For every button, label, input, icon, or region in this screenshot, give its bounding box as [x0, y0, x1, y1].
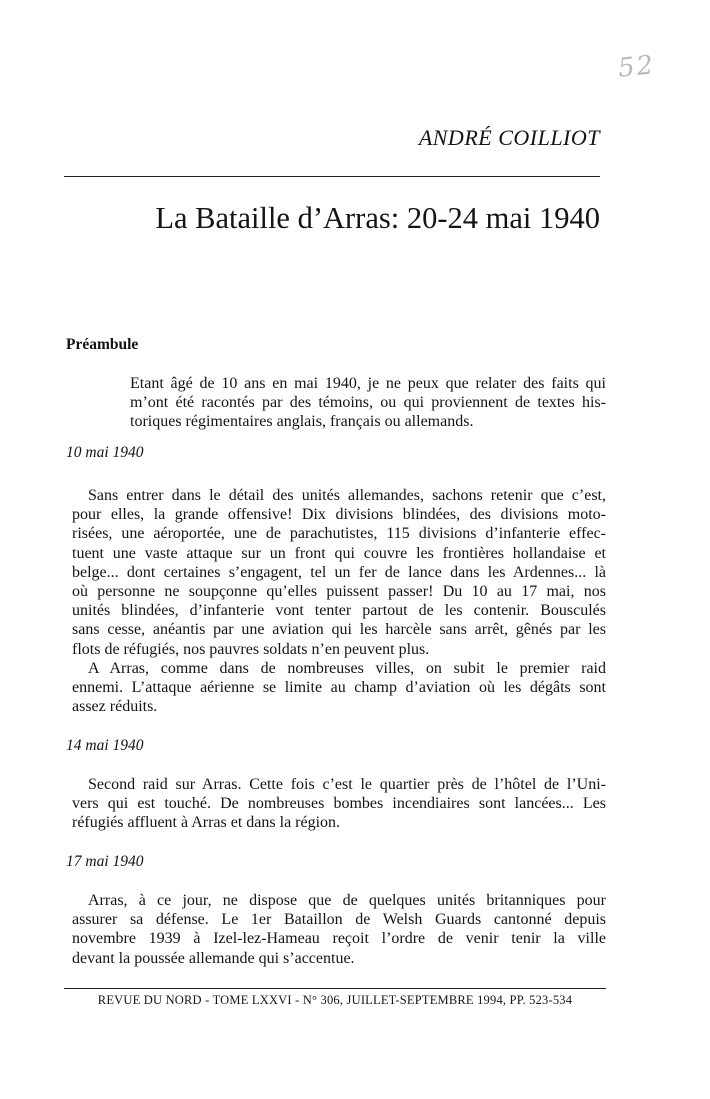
body-paragraph: [72, 659, 606, 717]
text-line: Arras, à ce jour, ne dispose que de quelques unités britanniques pour: [88, 892, 606, 909]
text-line: assez réduits.: [72, 698, 158, 716]
text-line: tuent une vaste attaque sur un front qui couvre les frontières hollandaise et: [72, 544, 606, 562]
journal-citation-footer: REVUE DU NORD - TOME LXXVI - N° 306, JUILLET-SEPTEMBRE 1994, PP. 523-534: [97, 993, 573, 1007]
preamble-paragraph: [130, 374, 606, 432]
body-paragraph: [72, 775, 606, 833]
body-paragraph: [72, 486, 606, 659]
footer-rule: [64, 988, 606, 989]
body-paragraph: [72, 891, 606, 968]
text-line: risées, une aéroportée, une de parachutistes, 115 divisions d’infanterie effec-: [72, 525, 606, 543]
text-line: sans cesse, anéantis par une aviation qui les harcèle sans arrêt, gênés par les: [72, 621, 606, 639]
section-heading-14-mai: 14 mai 1940: [66, 737, 144, 754]
text-line: m’ont été racontés par des témoins, ou qui proviennent de textes his-: [130, 394, 606, 412]
text-line: Second raid sur Arras. Cette fois c’est le quartier près de l’hôtel de l’Uni-: [88, 776, 606, 793]
author-name: ANDRÉ COILLIOT: [418, 125, 600, 150]
text-line: toriques régimentaires anglais, français ou allemands.: [130, 413, 474, 431]
section-heading-17-mai: 17 mai 1940: [66, 853, 144, 870]
text-line: flots de réfugiés, nos pauvres soldats n’en peuvent plus.: [72, 640, 430, 658]
section-heading-10-mai: 10 mai 1940: [66, 444, 144, 461]
text-line: pour elles, la grande offensive! Dix divisions blindées, des divisions moto-: [72, 506, 606, 524]
preamble-heading: Préambule: [66, 336, 139, 353]
text-line: vers qui est touché. De nombreuses bombes incendiaires sont lancées... Les: [72, 795, 606, 813]
text-line: devant la poussée allemande qui s’accentue.: [72, 949, 355, 967]
text-line: où personne ne soupçonne qu’elles puissent passer! Du 10 au 17 mai, nos: [72, 583, 606, 601]
text-line: A Arras, comme dans de nombreuses villes, on subit le premier raid: [88, 660, 606, 677]
text-line: ennemi. L’attaque aérienne se limite au champ d’aviation où les dégâts sont: [72, 679, 606, 697]
text-line: assurer sa défense. Le 1er Bataillon de Welsh Guards cantonné depuis: [72, 911, 606, 929]
text-line: novembre 1939 à Izel-lez-Hameau reçoit l’ordre de venir tenir la ville: [72, 930, 606, 948]
handwritten-page-number: 52: [616, 50, 657, 84]
text-line: Etant âgé de 10 ans en mai 1940, je ne peux que relater des faits qui: [130, 375, 606, 392]
text-line: belge... dont certaines s’engagent, tel un fer de lance dans les Ardennes... là: [72, 563, 606, 581]
text-line: unités blindées, d’infanterie vont tenter partout de les contenir. Bousculés: [72, 602, 606, 620]
text-line: réfugiés affluent à Arras et dans la région.: [72, 814, 341, 832]
text-line: Sans entrer dans le détail des unités allemandes, sachons retenir que c’est,: [88, 487, 606, 504]
header-rule: [64, 176, 600, 177]
article-title: La Bataille d’Arras: 20-24 mai 1940: [155, 201, 600, 235]
